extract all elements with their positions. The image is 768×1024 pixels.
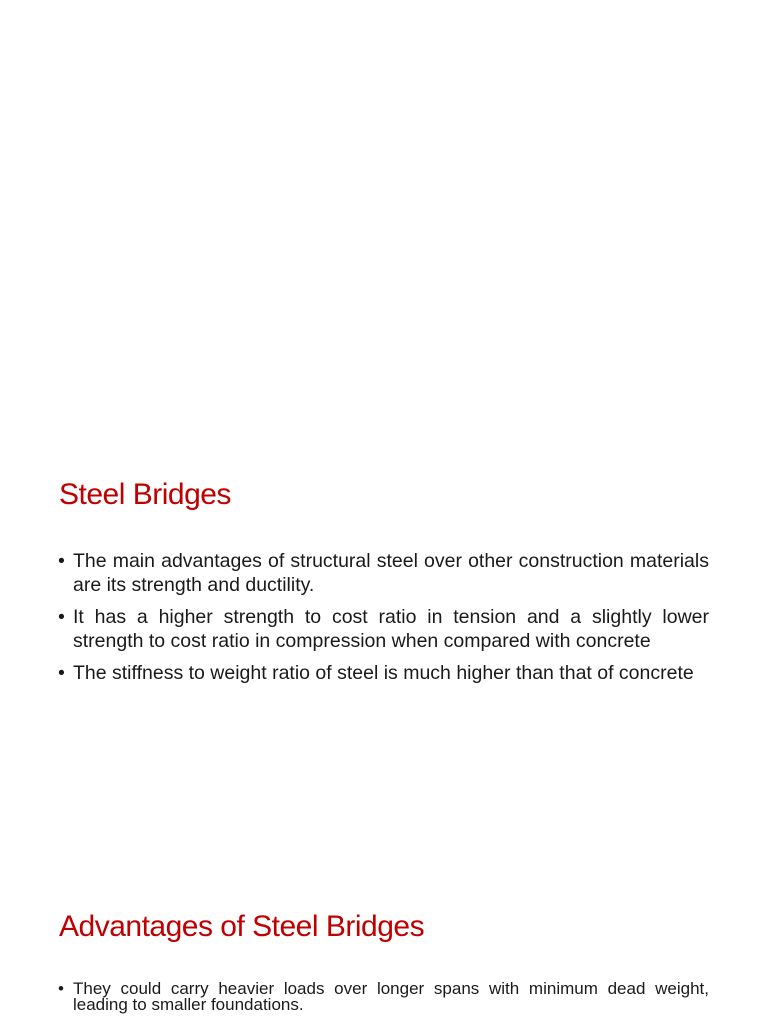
bullet-dot: • — [58, 662, 65, 684]
slide-title: Advantages of Steel Bridges — [59, 910, 425, 943]
bullet-item — [58, 605, 709, 653]
bullet-item — [58, 549, 709, 597]
bullet-text: The stiffness to weight ratio of steel is much higher than that of concrete — [73, 662, 694, 684]
bullet-dot: • — [58, 979, 64, 998]
bullet-list — [58, 981, 709, 1021]
bullet-text: The main advantages of structural steel over other construction materials are its strength and ductility. — [73, 550, 709, 596]
bullet-dot: • — [58, 606, 65, 628]
bullet-dot: • — [58, 550, 65, 572]
bullet-list — [58, 549, 709, 693]
bullet-item — [58, 981, 709, 1013]
bullet-item — [58, 661, 709, 685]
slide-title: Steel Bridges — [59, 478, 231, 511]
bullet-text: They could carry heavier loads over longer spans with minimum dead weight, leading to smaller foundations. — [73, 979, 709, 1014]
slide-advantages-of-steel-bridges — [0, 768, 768, 1024]
bullet-text: It has a higher strength to cost ratio in tension and a slightly lower strength to cost ratio in compression when compared with concrete — [73, 606, 709, 652]
